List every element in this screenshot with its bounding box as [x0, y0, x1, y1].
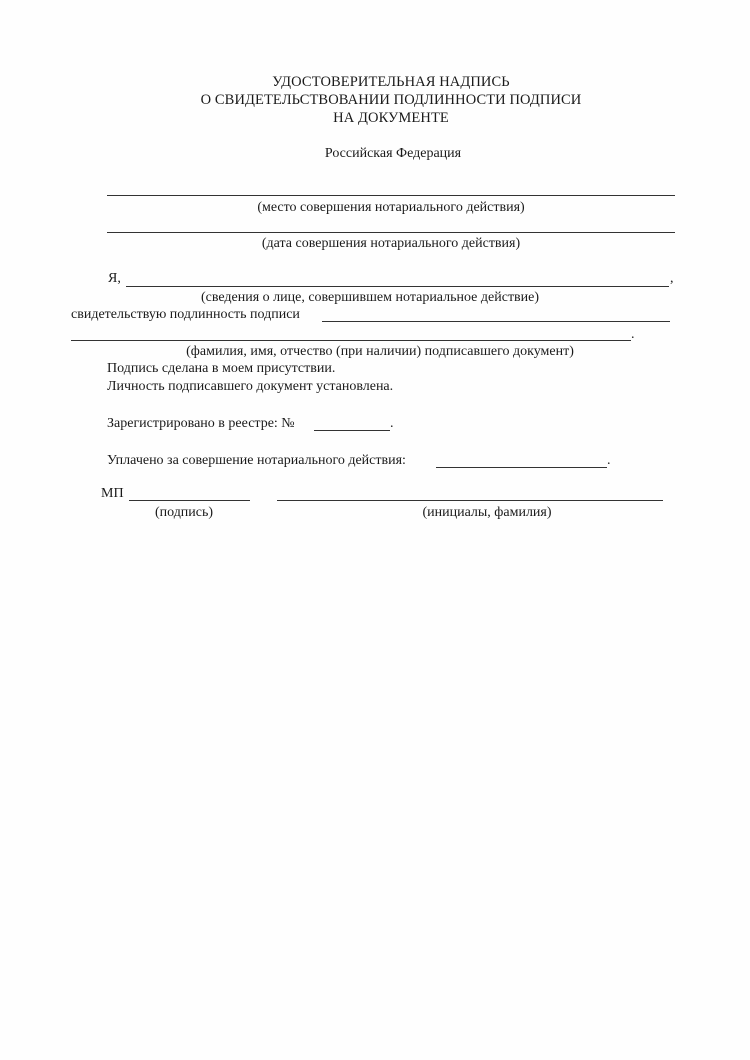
name-caption: (инициалы, фамилия) [422, 505, 552, 520]
signature-field[interactable] [129, 500, 250, 501]
registry-label: Зарегистрировано в реестре: № [107, 416, 295, 431]
date-caption: (дата совершения нотариального действия) [261, 236, 521, 251]
document-title-line-2: О СВИДЕТЕЛЬСТВОВАНИИ ПОДЛИННОСТИ ПОДПИСИ [200, 92, 582, 108]
notary-prefix: Я, [108, 271, 121, 286]
place-field[interactable] [107, 195, 675, 196]
country-label: Российская Федерация [324, 146, 462, 161]
payment-suffix: . [607, 453, 611, 468]
signature-caption: (подпись) [154, 505, 214, 520]
signer-caption: (фамилия, имя, отчество (при наличии) подписавшего документ) [186, 344, 574, 359]
notary-caption: (сведения о лице, совершившем нотариальное действие) [200, 290, 540, 305]
date-field[interactable] [107, 232, 675, 233]
notary-info-field[interactable] [126, 286, 669, 287]
certify-text: свидетельствую подлинность подписи [71, 307, 300, 322]
stamp-label: МП [101, 486, 124, 501]
document-title-line-1: УДОСТОВЕРИТЕЛЬНАЯ НАДПИСЬ [272, 74, 510, 90]
notary-suffix: , [670, 271, 674, 286]
place-caption: (место совершения нотариального действия) [257, 200, 525, 215]
statement-presence: Подпись сделана в моем присутствии. [107, 361, 336, 376]
signer-suffix: . [631, 327, 635, 342]
payment-label: Уплачено за совершение нотариального действия: [107, 453, 406, 468]
payment-amount-field[interactable] [436, 467, 607, 468]
document-title-line-3: НА ДОКУМЕНТЕ [333, 110, 449, 126]
registry-number-field[interactable] [314, 430, 390, 431]
registry-suffix: . [390, 416, 394, 431]
signer-name-field-1[interactable] [322, 321, 670, 322]
initials-surname-field[interactable] [277, 500, 663, 501]
statement-identity: Личность подписавшего документ установлена. [107, 379, 394, 394]
signer-name-field-2[interactable] [71, 340, 631, 341]
